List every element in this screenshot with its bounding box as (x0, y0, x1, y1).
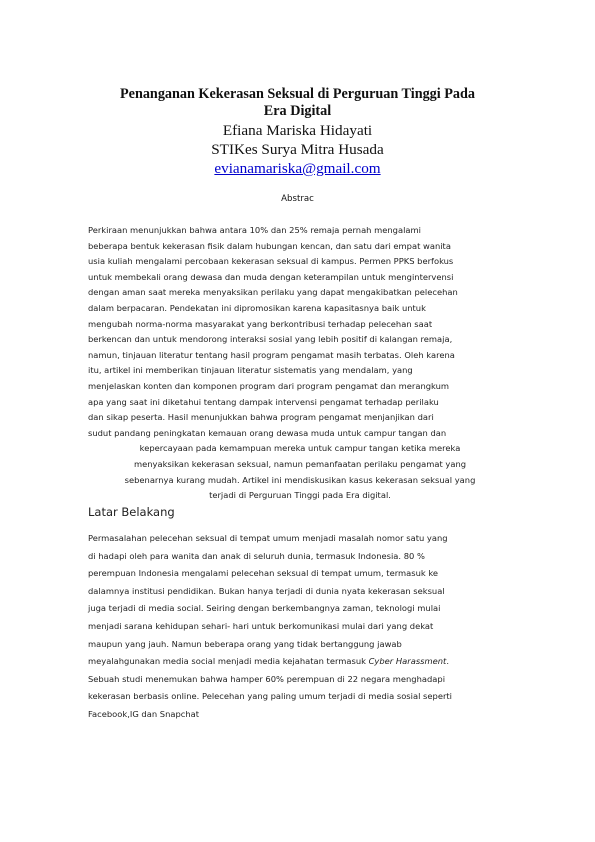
abstract-line: namun, tinjauan literatur tentang hasil program pengamat masih terbatas. Oleh karena (88, 349, 455, 360)
italic-term: Cyber Harassment (368, 656, 447, 667)
body-line-text: meyalahgunakan media social menjadi media kejahatan termasuk (88, 656, 369, 667)
abstract-line: Perkiraan menunjukkan bahwa antara 10% dan 25% remaja pernah mengalami (88, 225, 421, 235)
author-name: Efiana Mariska Hidayati (222, 122, 373, 139)
abstract-line: kepercayaan pada kemampuan mereka untuk campur tangan ketika mereka (139, 443, 461, 454)
abstract-body (88, 223, 512, 504)
paper-title (80, 86, 515, 120)
body-line: juga terjadi di media social. Seiring dengan berkembangnya zaman, teknologi mulai (88, 603, 441, 614)
body-line: di hadapi oleh para wanita dan anak di seluruh dunia, termasuk Indonesia. 80 % (88, 550, 425, 561)
abstract-line: dalam berpacaran. Pendekatan ini dipromosikan karena kapasitasnya baik untuk (88, 302, 426, 313)
section-heading: Latar Belakang (88, 505, 175, 519)
abstract-line: apa yang saat ini diketahui tentang dampak intervensi pengamat terhadap perilaku (88, 396, 439, 407)
body-line: Sebuah studi menemukan bahwa hamper 60% perempuan di 22 negara menghadapi (88, 673, 446, 684)
abstract-line: mengubah norma-norma masyarakat yang berkontribusi terhadap pelecehan saat (88, 318, 433, 329)
abstract-line: terjadi di Perguruan Tinggi pada Era digital. (209, 490, 391, 501)
body-line: Permasalahan pelecehan seksual di tempat umum menjadi masalah nomor satu yang (88, 533, 448, 543)
abstract-line: berkencan dan untuk mendorong interaksi sosial yang lebih positif di kalangan remaja, (88, 334, 453, 345)
abstract-line: dengan aman saat mereka menyaksikan perilaku yang dapat mengakibatkan pelecehan (88, 287, 458, 298)
body-line (88, 653, 518, 671)
abstract-line: beberapa bentuk kekerasan fisik dalam hubungan kencan, dan satu dari empat wanita (88, 240, 451, 251)
abstract-line: menjelaskan konten dan komponen program dari program pengamat dan merangkum (88, 380, 450, 391)
abstract-line: untuk membekali orang dewasa dan muda dengan keterampilan untuk mengintervensi (88, 271, 454, 282)
abstract-line: usia kuliah mengalami percobaan kekerasan seksual di kampus. Permen PPKS berfokus (88, 256, 454, 267)
abstract-line: sudut pandang peningkatan kemauan orang dewasa muda untuk campur tangan dan (88, 427, 447, 438)
abstract-line: sebenarnya kurang mudah. Artikel ini mendiskusikan kasus kekerasan seksual yang (124, 474, 476, 485)
italic-suffix: . (446, 656, 449, 667)
author-affiliation: STIKes Surya Mitra Husada (211, 141, 384, 158)
abstract-line: itu, artikel ini memberikan tinjauan literatur sistematis yang mendalam, yang (88, 365, 413, 376)
body-line: maupun yang jauh. Namun beberapa orang yang tidak bertanggung jawab (88, 638, 402, 649)
body-line: menjadi sarana kehidupan sehari- hari untuk berkomunikasi mulai dari yang dekat (88, 620, 434, 631)
title-line-2: Era Digital (263, 103, 332, 119)
author-email-link[interactable]: evianamariska@gmail.com (214, 160, 381, 177)
title-line-1: Penanganan Kekerasan Seksual di Perguruan Tinggi Pada (119, 86, 476, 102)
abstract-heading: Abstrac (281, 194, 314, 204)
abstract-line: menyaksikan kekerasan seksual, namun pemanfaatan perilaku pengamat yang (133, 458, 467, 469)
body-line: kekerasan berbasis online. Pelecehan yang paling umum terjadi di media sosial seperti (88, 691, 452, 702)
body-line: perempuan Indonesia mengalami pelecehan seksual di tempat umum, termasuk ke (88, 568, 439, 579)
body-line: dalamnya institusi pendidikan. Bukan hanya terjadi di dunia nyata kekerasan seksual (88, 585, 445, 596)
abstract-line: dan sikap peserta. Hasil menunjukkan bahwa program pengamat menjanjikan dari (88, 412, 434, 423)
section-body (88, 530, 518, 724)
body-line: Facebook,IG dan Snapchat (88, 708, 200, 719)
